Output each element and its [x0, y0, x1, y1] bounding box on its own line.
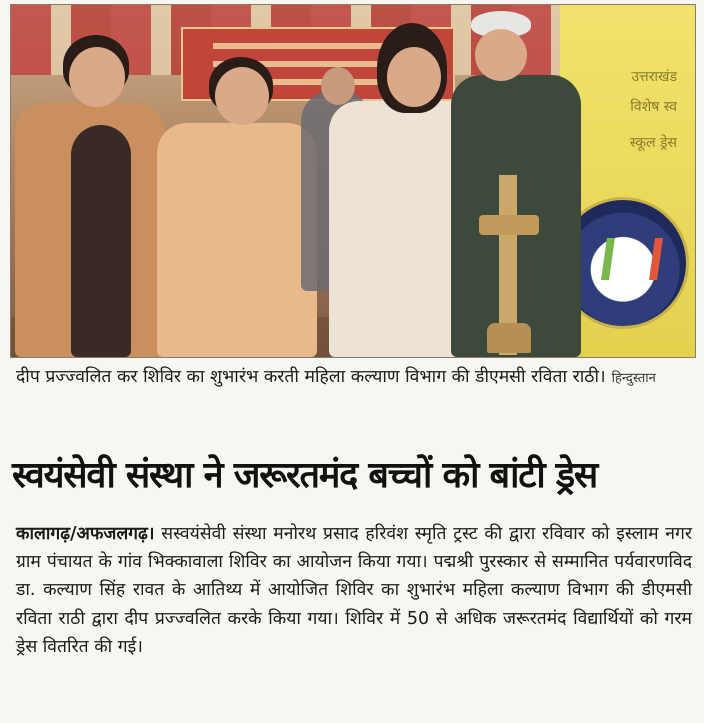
person-face	[215, 67, 269, 125]
person-face	[387, 47, 441, 107]
photo-caption	[16, 364, 692, 392]
panel-text-2: विशेष स्व	[630, 99, 677, 115]
lamp-base	[487, 323, 531, 353]
panel-text-1: उत्तराखंड	[631, 69, 677, 85]
person-body	[157, 123, 317, 357]
headline: स्वयंसेवी संस्था ने जरूरतमंद बच्चों को बांटी ड्रेस	[12, 454, 598, 496]
caption-text: दीप प्रज्ज्वलित कर शिविर का शुभारंभ करती महिला कल्याण विभाग की डीएमसी रविता राठी।	[16, 367, 606, 387]
caption-source: हिन्दुस्तान	[611, 371, 656, 386]
news-photo	[10, 4, 696, 358]
article-body	[16, 520, 692, 661]
person-face	[69, 47, 125, 107]
person-face	[475, 29, 527, 81]
article-text: सस्वयंसेवी संस्था मनोरथ प्रसाद हरिवंश स्मृति ट्रस्ट की द्वारा रविवार को इस्लाम नगर ग्राम पंचायत के गांव भिक्कावाला शिविर का आयोजन किया गया। पद्मश्री पुरस्कार से सम्मानित पर्यवारणविद डा. कल्याण सिंह रावत के आतिथ्य में आयोजित शिविर का शुभारंभ महिला कल्याण विभाग की डीएमसी रविता राठी द्वारा दीप प्रज्ज्वलित करके किया गया। शिविर में 50 से अधिक जरूरतमंद विद्यार्थियों को गरम ड्रेस वितरित की गई।	[16, 524, 692, 657]
panel-text-3: स्कूल ड्रेस	[629, 135, 677, 151]
dateline: कालागढ़/अफजलगढ़।	[16, 524, 155, 544]
person-dress	[71, 125, 131, 357]
background-face	[321, 67, 355, 105]
lamp-top	[479, 215, 539, 235]
logo-mark	[601, 238, 663, 280]
